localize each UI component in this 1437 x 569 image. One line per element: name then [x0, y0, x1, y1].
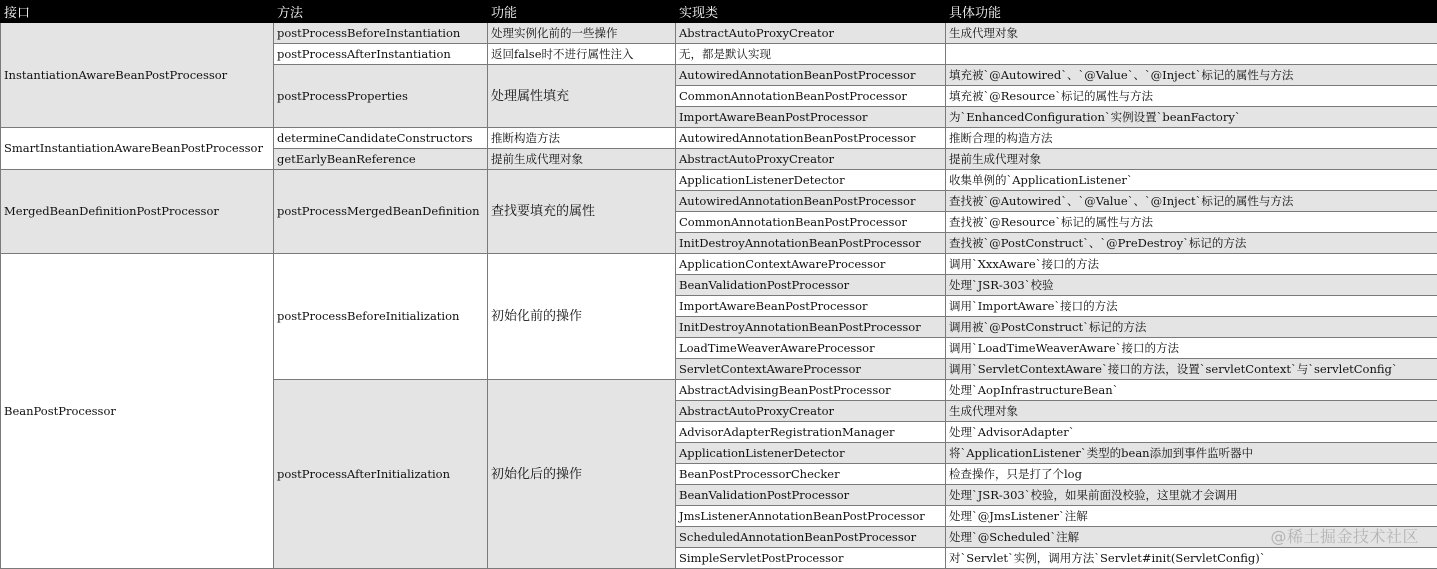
impl-detail-cell: 查找被`@Resource`标记的属性与方法: [946, 212, 1437, 233]
impl-detail-cell: 生成代理对象: [946, 401, 1437, 422]
impl-class-cell: JmsListenerAnnotationBeanPostProcessor: [676, 506, 946, 527]
impl-class-cell: ApplicationContextAwareProcessor: [676, 254, 946, 275]
impl-class-cell: BeanPostProcessorChecker: [676, 464, 946, 485]
method-cell: determineCandidateConstructors: [274, 128, 488, 149]
impl-detail-cell: 检查操作，只是打了个log: [946, 464, 1437, 485]
impl-detail-cell: 处理`@Scheduled`注解: [946, 527, 1437, 548]
header-impl: 实现类: [676, 1, 946, 23]
feature-cell: 查找要填充的属性: [488, 170, 676, 254]
impl-class-cell: AbstractAutoProxyCreator: [676, 149, 946, 170]
impl-detail-cell: 将`ApplicationListener`类型的bean添加到事件监听器中: [946, 443, 1437, 464]
method-cell: postProcessMergedBeanDefinition: [274, 170, 488, 254]
interface-cell: BeanPostProcessor: [1, 254, 274, 569]
table-body: [1, 23, 1437, 569]
impl-class-cell: ImportAwareBeanPostProcessor: [676, 107, 946, 128]
method-cell: getEarlyBeanReference: [274, 149, 488, 170]
impl-class-cell: AbstractAutoProxyCreator: [676, 23, 946, 44]
interface-cell: MergedBeanDefinitionPostProcessor: [1, 170, 274, 254]
impl-detail-cell: 处理`AopInfrastructureBean`: [946, 380, 1437, 401]
watermark: @稀土掘金技术社区: [1270, 524, 1419, 547]
impl-detail-cell: 处理`JSR-303`校验: [946, 275, 1437, 296]
impl-class-cell: CommonAnnotationBeanPostProcessor: [676, 212, 946, 233]
impl-detail-cell: 对`Servlet`实例，调用方法`Servlet#init(ServletConfig)`: [946, 548, 1437, 569]
feature-cell: 初始化前的操作: [488, 254, 676, 380]
impl-class-cell: LoadTimeWeaverAwareProcessor: [676, 338, 946, 359]
impl-class-cell: AutowiredAnnotationBeanPostProcessor: [676, 65, 946, 86]
feature-cell: 返回false时不进行属性注入: [488, 44, 676, 65]
table-row: [1, 254, 1437, 275]
impl-detail-cell: 调用`ImportAware`接口的方法: [946, 296, 1437, 317]
impl-detail-cell: 调用`LoadTimeWeaverAware`接口的方法: [946, 338, 1437, 359]
interface-cell: InstantiationAwareBeanPostProcessor: [1, 23, 274, 128]
impl-detail-cell: 调用`ServletContextAware`接口的方法，设置`servletContext`与`servletConfig`: [946, 359, 1437, 380]
impl-detail-cell: 提前生成代理对象: [946, 149, 1437, 170]
impl-class-cell: 无，都是默认实现: [676, 44, 946, 65]
method-cell: postProcessProperties: [274, 65, 488, 128]
impl-class-cell: AdvisorAdapterRegistrationManager: [676, 422, 946, 443]
impl-class-cell: ApplicationListenerDetector: [676, 170, 946, 191]
impl-class-cell: InitDestroyAnnotationBeanPostProcessor: [676, 233, 946, 254]
table-row: [1, 128, 1437, 149]
feature-cell: 提前生成代理对象: [488, 149, 676, 170]
impl-detail-cell: 为`EnhancedConfiguration`实例设置`beanFactory`: [946, 107, 1437, 128]
table-row: [1, 23, 1437, 44]
feature-cell: 推断构造方法: [488, 128, 676, 149]
impl-detail-cell: 处理`JSR-303`校验，如果前面没校验，这里就才会调用: [946, 485, 1437, 506]
impl-detail-cell: 推断合理的构造方法: [946, 128, 1437, 149]
impl-detail-cell: 调用被`@PostConstruct`标记的方法: [946, 317, 1437, 338]
impl-detail-cell: 填充被`@Autowired`、`@Value`、`@Inject`标记的属性与方法: [946, 65, 1437, 86]
feature-cell: 处理实例化前的一些操作: [488, 23, 676, 44]
impl-detail-cell: 收集单例的`ApplicationListener`: [946, 170, 1437, 191]
impl-class-cell: CommonAnnotationBeanPostProcessor: [676, 86, 946, 107]
method-cell: postProcessBeforeInitialization: [274, 254, 488, 380]
impl-detail-cell: 填充被`@Resource`标记的属性与方法: [946, 86, 1437, 107]
header-method: 方法: [274, 1, 488, 23]
method-cell: postProcessBeforeInstantiation: [274, 23, 488, 44]
header-feature: 功能: [488, 1, 676, 23]
impl-class-cell: BeanValidationPostProcessor: [676, 485, 946, 506]
impl-detail-cell: 查找被`@Autowired`、`@Value`、`@Inject`标记的属性与方法: [946, 191, 1437, 212]
method-cell: postProcessAfterInstantiation: [274, 44, 488, 65]
feature-cell: 处理属性填充: [488, 65, 676, 128]
impl-class-cell: AbstractAdvisingBeanPostProcessor: [676, 380, 946, 401]
impl-class-cell: BeanValidationPostProcessor: [676, 275, 946, 296]
impl-class-cell: AutowiredAnnotationBeanPostProcessor: [676, 191, 946, 212]
header-interface: 接口: [1, 1, 274, 23]
impl-class-cell: ServletContextAwareProcessor: [676, 359, 946, 380]
impl-detail-cell: 调用`XxxAware`接口的方法: [946, 254, 1437, 275]
impl-detail-cell: [946, 44, 1437, 65]
header-detail: 具体功能: [946, 1, 1437, 23]
feature-cell: 初始化后的操作: [488, 380, 676, 569]
impl-detail-cell: 查找被`@PostConstruct`、`@PreDestroy`标记的方法: [946, 233, 1437, 254]
impl-class-cell: InitDestroyAnnotationBeanPostProcessor: [676, 317, 946, 338]
impl-detail-cell: 处理`AdvisorAdapter`: [946, 422, 1437, 443]
impl-class-cell: AutowiredAnnotationBeanPostProcessor: [676, 128, 946, 149]
impl-class-cell: ScheduledAnnotationBeanPostProcessor: [676, 527, 946, 548]
impl-detail-cell: 生成代理对象: [946, 23, 1437, 44]
table-row: [1, 170, 1437, 191]
impl-class-cell: ApplicationListenerDetector: [676, 443, 946, 464]
impl-class-cell: AbstractAutoProxyCreator: [676, 401, 946, 422]
impl-class-cell: ImportAwareBeanPostProcessor: [676, 296, 946, 317]
impl-detail-cell: 处理`@JmsListener`注解: [946, 506, 1437, 527]
method-cell: postProcessAfterInitialization: [274, 380, 488, 569]
header-row: [1, 1, 1437, 23]
interface-cell: SmartInstantiationAwareBeanPostProcessor: [1, 128, 274, 170]
impl-class-cell: SimpleServletPostProcessor: [676, 548, 946, 569]
